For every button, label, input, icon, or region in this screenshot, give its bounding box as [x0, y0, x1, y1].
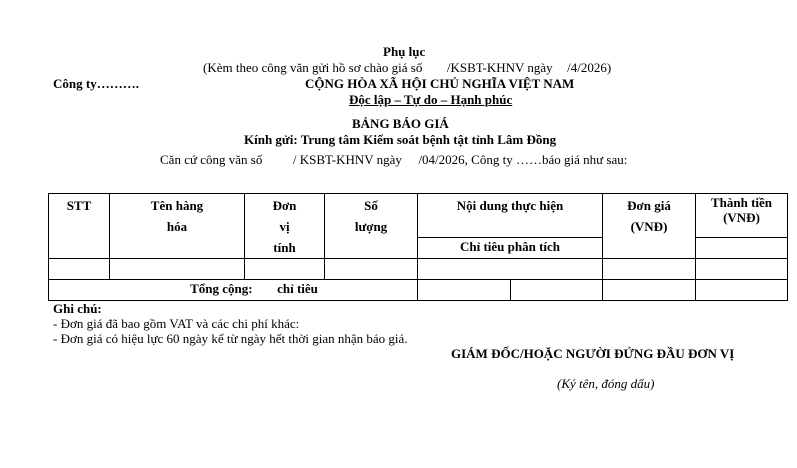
table-cell: [110, 259, 245, 280]
table-cell: [603, 259, 696, 280]
appendix-note-date: /4/2026): [567, 60, 612, 75]
basis-suffix: /04/2026, Công ty ……báo giá như sau:: [418, 152, 628, 167]
header-price: [603, 194, 696, 259]
appendix-note-prefix: (Kèm theo công văn gửi hồ sơ chào giá số: [203, 60, 423, 75]
appendix-note-code: /KSBT-KHNV ngày: [446, 60, 553, 75]
price-table: [48, 193, 788, 301]
quote-basis: [160, 152, 627, 168]
header-price-line1: Đơn giá: [627, 198, 671, 213]
header-unit-line1: Đơn: [272, 198, 297, 213]
table-cell: [696, 280, 788, 301]
total-row: [49, 280, 788, 301]
header-content: [418, 194, 603, 238]
notes-title: Ghi chú:: [53, 301, 102, 316]
notes-line2: - Đơn giá có hiệu lực 60 ngày kể từ ngày hết thời gian nhận báo giá.: [53, 331, 408, 346]
header-total-empty: [696, 237, 788, 258]
appendix-title: Phụ lục: [383, 44, 426, 59]
total-label-cell: [49, 280, 418, 301]
appendix-note: [203, 60, 611, 76]
total-label: Tổng cộng:: [190, 281, 253, 296]
total-unit: chỉ tiêu: [277, 281, 318, 296]
table-cell: [696, 259, 788, 280]
header-stt: [49, 194, 110, 259]
nation-title: CỘNG HÒA XÃ HỘI CHỦ NGHĨA VIỆT NAM: [305, 76, 575, 91]
basis-code: / KSBT-KHNV ngày: [292, 152, 402, 167]
header-price-line2: (VNĐ): [630, 219, 668, 234]
table-cell: [245, 259, 325, 280]
header-name: [110, 194, 245, 259]
header-total-line1: Thành tiền: [710, 195, 773, 210]
signature-title: GIÁM ĐỐC/HOẶC NGƯỜI ĐỨNG ĐẦU ĐƠN VỊ: [451, 346, 735, 361]
basis-prefix: Căn cứ công văn số: [160, 152, 263, 167]
quote-title: BẢNG BÁO GIÁ: [352, 116, 449, 131]
header-stt-label: STT: [66, 198, 92, 213]
header-total-line2: (VNĐ): [723, 210, 760, 225]
table-cell: [418, 259, 603, 280]
table-cell: [418, 280, 511, 301]
notes-line1: - Đơn giá đã bao gồm VAT và các chi phí khác:: [53, 316, 300, 331]
header-unit-line2: vị: [279, 219, 290, 234]
table-cell: [603, 280, 696, 301]
table-row: [49, 259, 788, 280]
header-total: [696, 194, 788, 238]
header-name-line1: Tên hàng: [150, 198, 204, 213]
quote-recipient: Kính gửi: Trung tâm Kiểm soát bệnh tật tỉnh Lâm Đồng: [244, 132, 557, 147]
table-cell: [49, 259, 110, 280]
header-qty: [325, 194, 418, 259]
header-qty-line2: lượng: [354, 219, 388, 234]
header-unit-line3: tính: [273, 240, 296, 255]
table-cell: [325, 259, 418, 280]
header-name-line2: hóa: [166, 219, 188, 234]
signature-note: (Ký tên, đóng dấu): [557, 376, 655, 391]
header-qty-line1: Số: [364, 198, 378, 213]
header-unit: [245, 194, 325, 259]
header-content-label: Nội dung thực hiện: [456, 198, 564, 213]
motto: Độc lập – Tự do – Hạnh phúc: [349, 92, 513, 107]
table-cell: [511, 280, 603, 301]
header-content-sub: Chỉ tiêu phân tích: [418, 237, 603, 258]
company-name: Công ty……….: [53, 76, 139, 91]
